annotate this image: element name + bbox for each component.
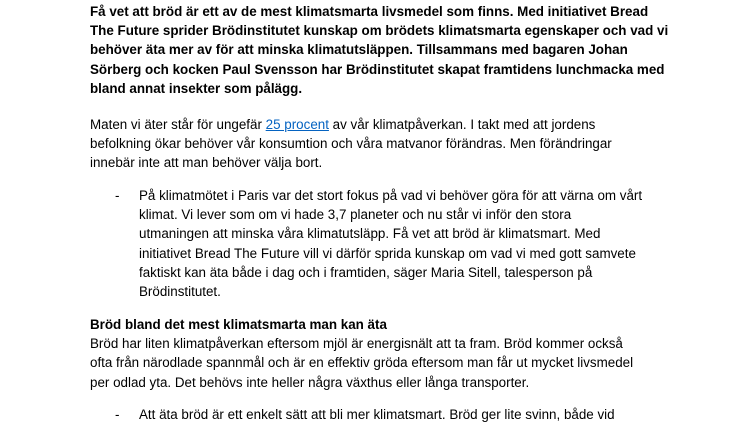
bullet-line: utmaningen att minska våra klimatutsläpp. Få vet att bröd är klimatsmart. Med (139, 226, 601, 242)
intro-line: The Future sprider Brödinstitutet kunskap om brödets klimatsmarta egenskaper och vad vi (90, 23, 669, 39)
bullet-dash: - (115, 407, 120, 422)
bullet-dash: - (115, 188, 120, 203)
intro-line: bland annat insekter som pålägg. (90, 80, 303, 96)
percent-link[interactable]: 25 procent (265, 117, 329, 132)
intro-line: behöver äta mer av för att minska klimatutsläppen. Tillsammans med bagaren Johan (90, 42, 628, 58)
bullet-line: På klimatmötet i Paris var det stort fokus på vad vi behöver göra för att värna om vårt (139, 188, 643, 203)
bullet-quote-paris (139, 186, 739, 301)
paragraph-text: av vår klimatpåverkan. I takt med att jordens (328, 117, 596, 132)
paragraph-line (90, 115, 730, 134)
paragraph-line: befolkning ökar behöver vår konsumtion och våra matvanor förändras. Men förändringar (90, 136, 612, 152)
bullet-line: klimat. Vi lever som om vi hade 3,7 planeter och nu står vi inför den stora (139, 207, 572, 223)
section-heading: Bröd bland det mest klimatsmarta man kan äta (90, 317, 387, 332)
section-line: ofta från närodlade spannmål och är en effektiv gröda eftersom man får ut mycket livsmedel (90, 355, 634, 371)
bullet-line: initiativet Bread The Future vill vi därför sprida kunskap om vad vi med gott samvete (139, 245, 636, 261)
bullet-line: faktiskt kan äta både i dag och i framtiden, säger Maria Sitell, talesperson på (139, 264, 593, 280)
paragraph-climate-impact (90, 115, 730, 173)
paragraph-line: innebär inte att man behöver välja bort. (90, 155, 323, 171)
bullet-line: Att äta bröd är ett enkelt sätt att bli mer klimatsmart. Bröd ger lite svinn, både vid (139, 407, 615, 422)
section-bread-climate (90, 315, 730, 392)
paragraph-text: Maten vi äter står för ungefär (90, 117, 266, 132)
bullet-line: Brödinstitutet. (139, 284, 221, 300)
intro-paragraph (90, 2, 730, 98)
bullet-easy-climate (139, 405, 739, 424)
section-line: Bröd har liten klimatpåverkan eftersom mjöl är energisnält att ta fram. Bröd kommer också (90, 336, 623, 352)
section-line: per odlad yta. Det behövs inte heller några växthus eller långa transporter. (90, 374, 530, 390)
intro-line: Sörberg och kocken Paul Svensson har Brödinstitutet skapat framtidens lunchmacka med (90, 61, 665, 77)
intro-line: Få vet att bröd är ett av de mest klimatsmarta livsmedel som finns. Med initiativet Bread (90, 4, 649, 19)
